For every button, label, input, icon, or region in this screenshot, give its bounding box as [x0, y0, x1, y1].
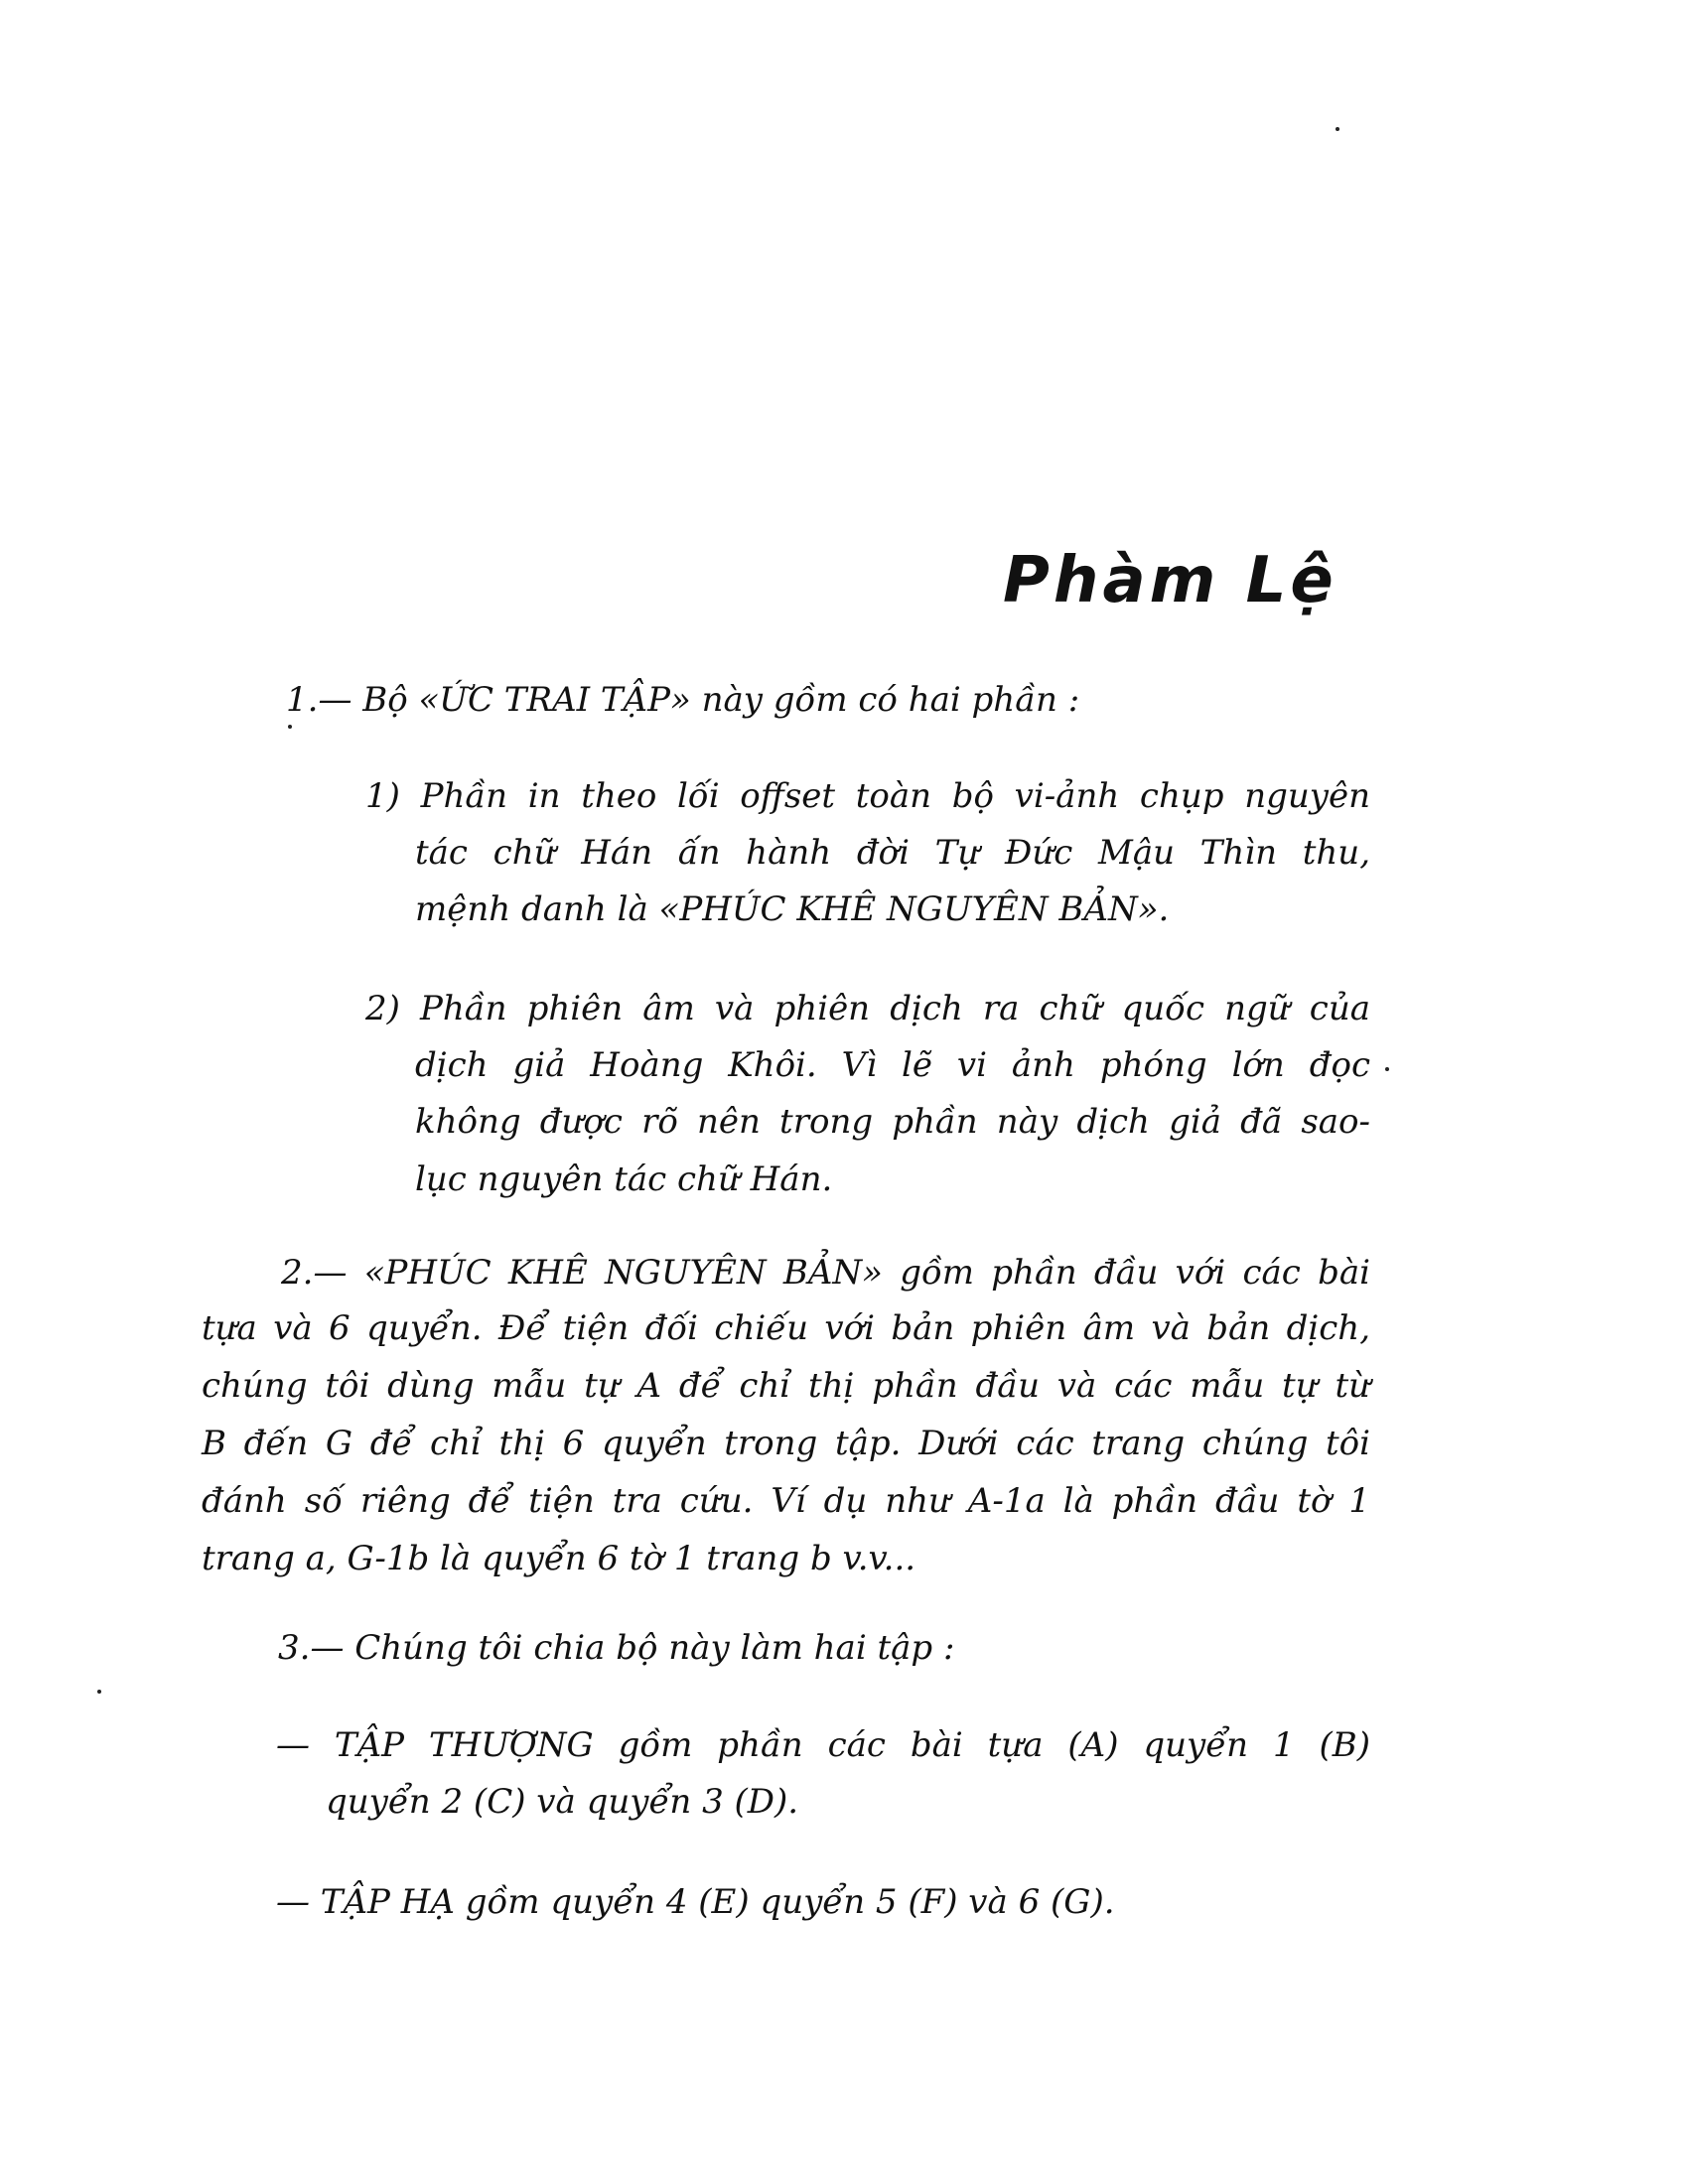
section-3-intro: 3.— Chúng tôi chia bộ này làm hai tập :: [278, 1628, 955, 1668]
scan-speck: [288, 725, 292, 729]
section-1-item-1-line-1: 1) Phần in theo lối offset toàn bộ vi-ảnh chụp nguyên: [365, 776, 1370, 816]
section-1-item-1-line-2: tác chữ Hán ấn hành đời Tự Đức Mậu Thìn thu,: [415, 833, 1370, 873]
page-title: Phàm Lệ: [1003, 544, 1337, 617]
scan-speck: [1385, 1067, 1389, 1071]
section-1-item-2-line-2: dịch giả Hoàng Khôi. Vì lẽ vi ảnh phóng lớn đọc: [415, 1045, 1370, 1085]
section-1-item-2-line-4: lục nguyên tác chữ Hán.: [415, 1160, 833, 1199]
section-3-item-1-line-2: quyển 2 (C) và quyển 3 (D).: [326, 1782, 799, 1822]
section-2-line-6: trang a, G-1b là quyển 6 tờ 1 trang b v.v...: [202, 1539, 916, 1578]
section-1-item-2-line-1: 2) Phần phiên âm và phiên dịch ra chữ quốc ngữ của: [365, 989, 1370, 1028]
section-1-item-1-line-3: mệnh danh là «PHÚC KHÊ NGUYÊN BẢN».: [415, 889, 1170, 929]
scan-speck: [97, 1690, 101, 1694]
section-2-line-1: 2.— «PHÚC KHÊ NGUYÊN BẢN» gồm phần đầu với các bài: [281, 1253, 1370, 1293]
section-2-line-3: chúng tôi dùng mẫu tự A để chỉ thị phần đầu và các mẫu tự từ: [202, 1366, 1370, 1406]
scan-speck: [1336, 127, 1339, 131]
section-3-item-1-line-1: — TẬP THƯỢNG gồm phần các bài tựa (A) quyển 1 (B): [276, 1725, 1370, 1765]
section-1-intro: 1.— Bộ «ỨC TRAI TẬP» này gồm có hai phần :: [286, 680, 1080, 720]
section-2-line-4: B đến G để chỉ thị 6 quyển trong tập. Dưới các trang chúng tôi: [202, 1424, 1370, 1463]
section-2-line-5: đánh số riêng để tiện tra cứu. Ví dụ như A-1a là phần đầu tờ 1: [202, 1481, 1370, 1521]
section-1-item-2-line-3: không được rõ nên trong phần này dịch giả đã sao-: [415, 1102, 1370, 1142]
section-2-line-2: tựa và 6 quyển. Để tiện đối chiếu với bản phiên âm và bản dịch,: [202, 1308, 1370, 1348]
section-3-item-2: — TẬP HẠ gồm quyển 4 (E) quyển 5 (F) và 6 (G).: [276, 1882, 1115, 1922]
